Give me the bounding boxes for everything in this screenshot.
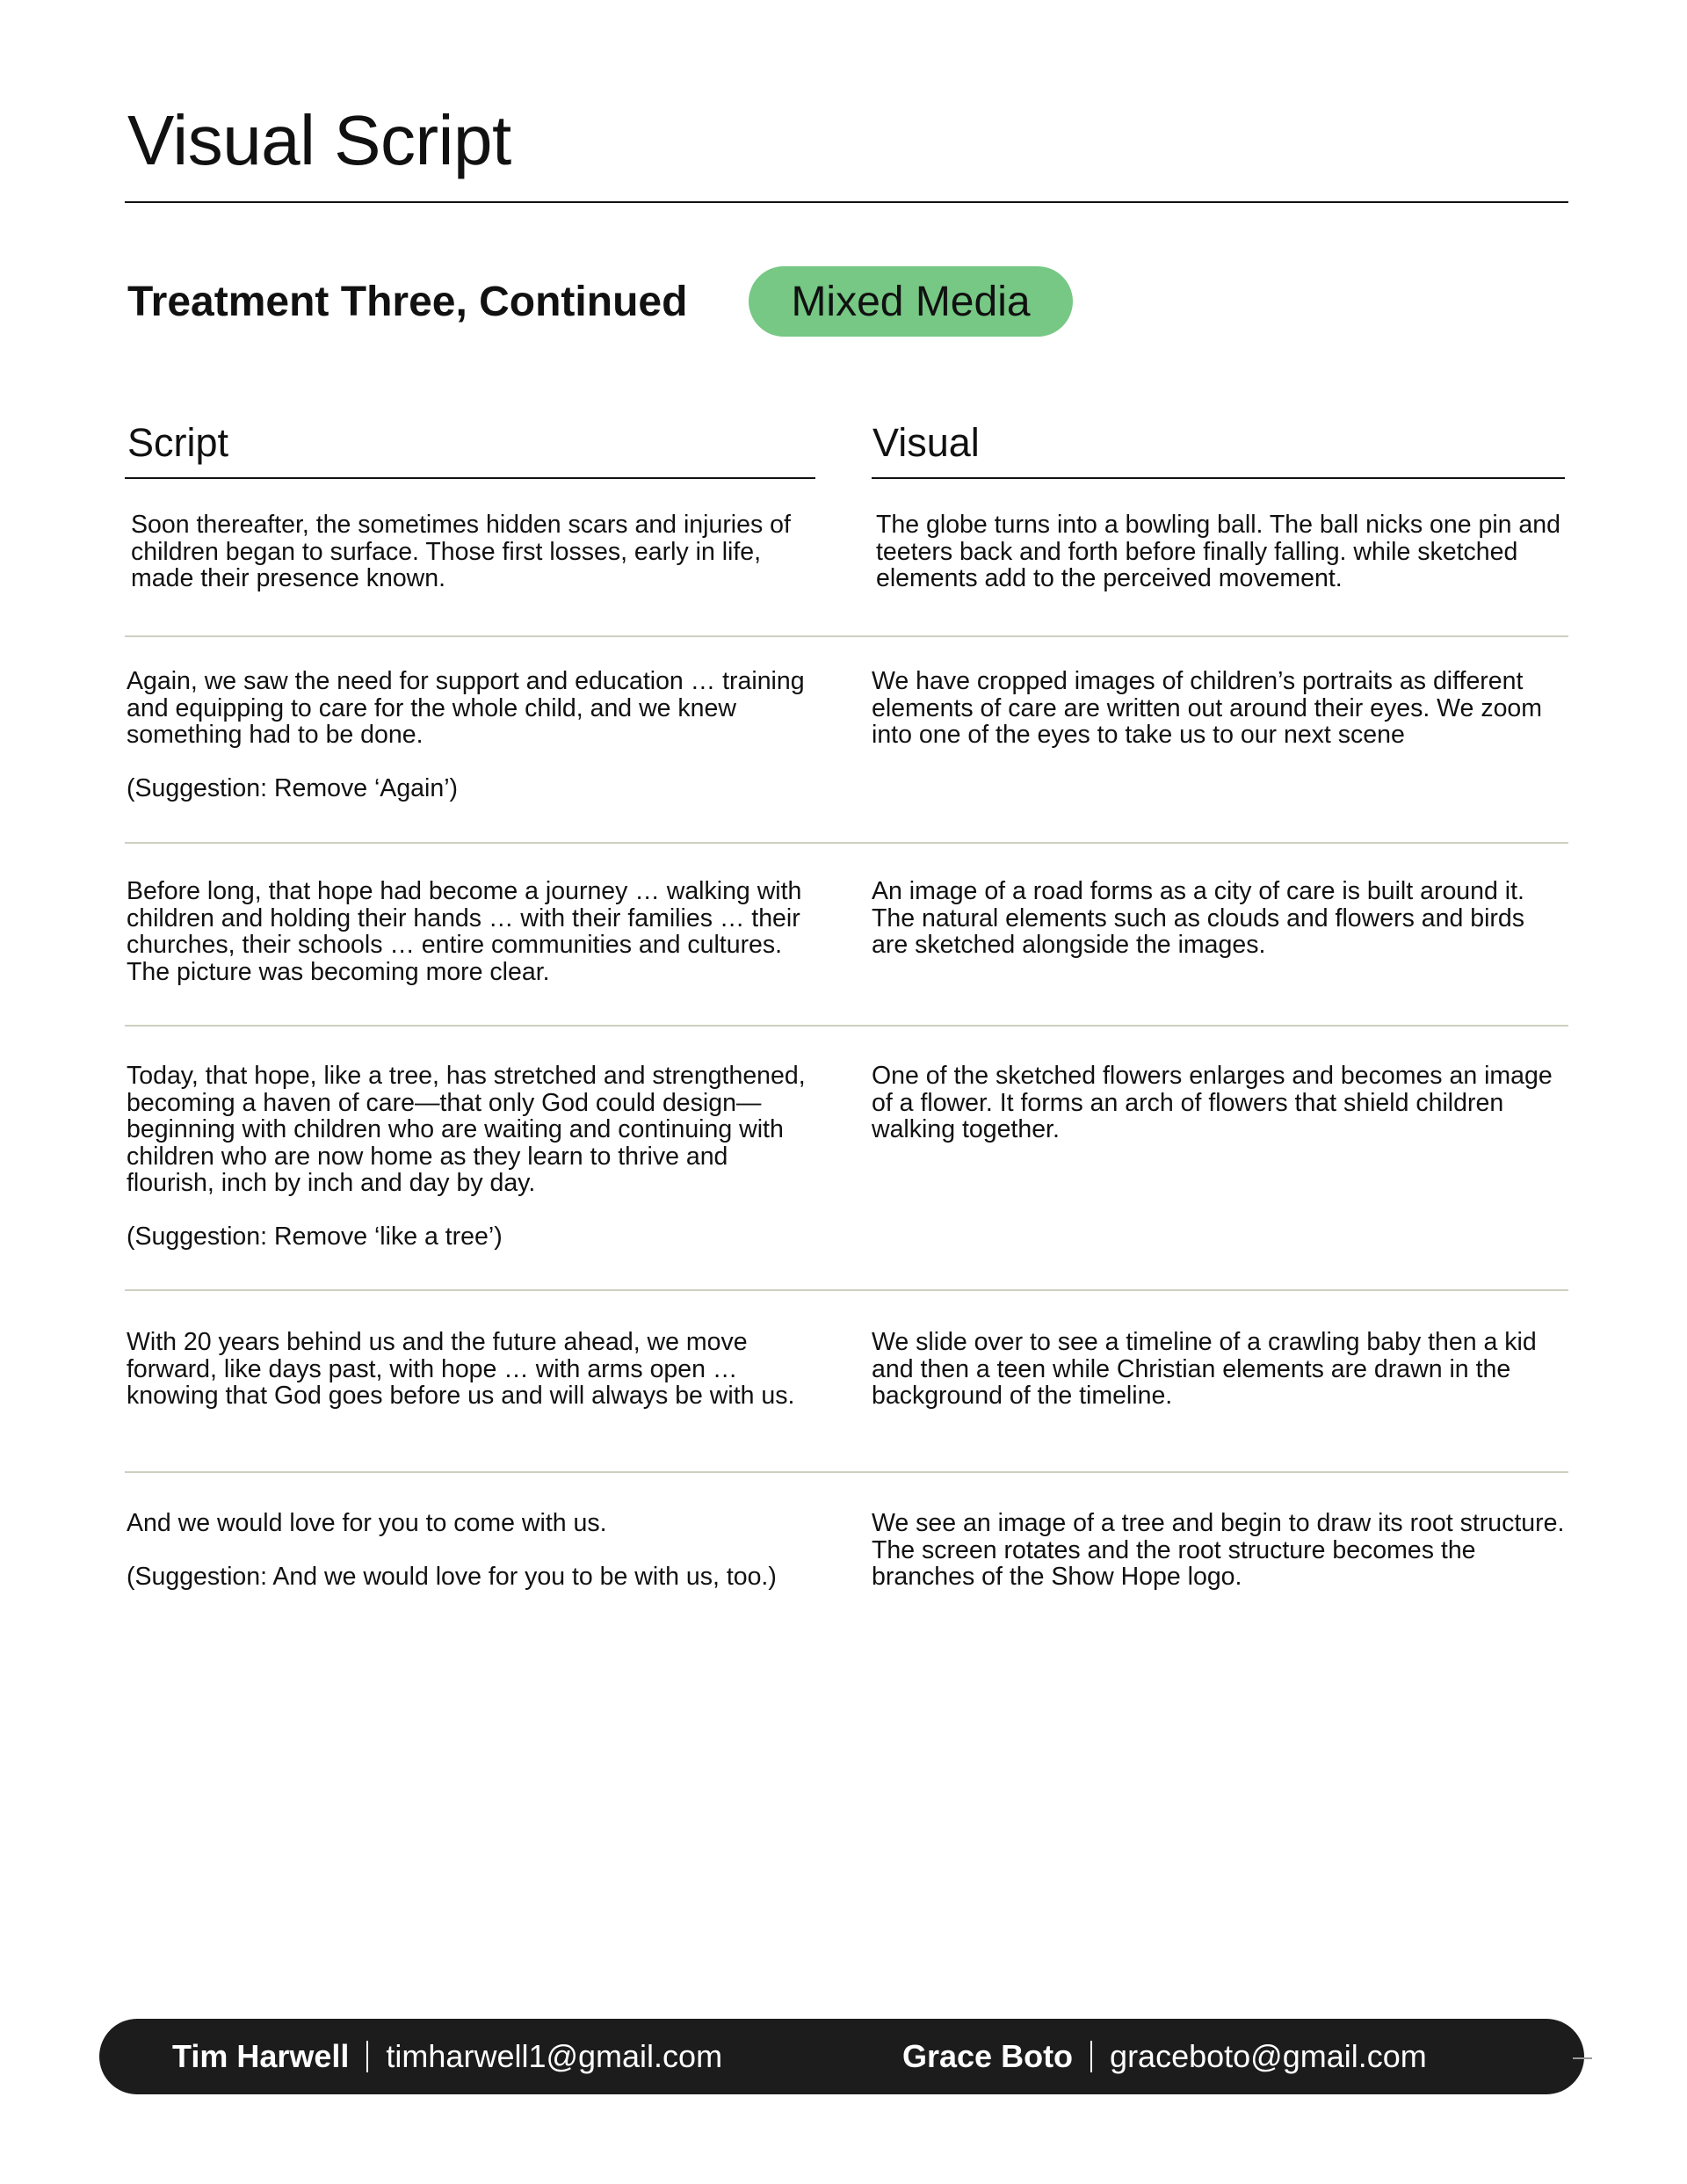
visual-text: The globe turns into a bowling ball. The ball nicks one pin and teeters back and forth before finally falling. while sketched elements add to the perceived movement. [876, 511, 1560, 592]
media-badge: Mixed Media [749, 266, 1073, 337]
row-divider [125, 1289, 1568, 1291]
script-column-heading: Script [127, 420, 229, 465]
script-heading-divider [125, 477, 815, 479]
visual-cell [872, 1329, 1566, 1410]
script-text: Again, we saw the need for support and education … training and equipping to care for the whole child, and we knew something had to be done. [127, 667, 805, 749]
contact-footer [99, 2019, 1584, 2094]
contact-separator [1090, 2041, 1092, 2072]
script-text: Today, that hope, like a tree, has stretched and strengthened, becoming a haven of care—that only God could design—beginning with children who are waiting and continuing with children who are now home as they learn to thrive and flourish, inch by inch and day by day. [127, 1062, 806, 1197]
visual-cell [872, 668, 1566, 749]
row-divider [125, 842, 1568, 844]
contact-separator [366, 2041, 368, 2072]
script-cell [127, 1329, 812, 1410]
visual-text: We have cropped images of children’s portraits as different elements of care are written out around their eyes. We zoom into one of the eyes to take us to our next scene [872, 667, 1543, 749]
visual-cell [872, 1510, 1566, 1591]
visual-cell [872, 1063, 1566, 1143]
treatment-title: Treatment Three, Continued [127, 278, 688, 325]
contact-name: Tim Harwell [172, 2038, 350, 2074]
script-text: Soon thereafter, the sometimes hidden scars and injuries of children began to surface. Those first losses, early in life, made their presence known. [131, 511, 791, 592]
script-cell [127, 1063, 812, 1250]
row-divider [125, 1471, 1568, 1473]
visual-text: One of the sketched flowers enlarges and becomes an image of a flower. It forms an arch of flowers that shield children walking together. [872, 1062, 1553, 1143]
contact-email[interactable]: timharwell1@gmail.com [386, 2038, 723, 2074]
script-cell [127, 668, 812, 802]
contact-grace [902, 2019, 1427, 2094]
suggestion-text: (Suggestion: Remove ‘Again’) [127, 773, 459, 802]
visual-cell [876, 512, 1570, 592]
script-text: And we would love for you to come with us. [127, 1509, 607, 1537]
row-divider [125, 1025, 1568, 1027]
script-cell [127, 1510, 812, 1590]
row-divider [125, 635, 1568, 637]
script-cell [127, 878, 812, 985]
page-title: Visual Script [127, 101, 511, 179]
visual-text: An image of a road forms as a city of care is built around it. The natural elements such as clouds and flowers and birds are sketched alongside the images. [872, 877, 1524, 959]
visual-column-heading: Visual [872, 420, 980, 465]
visual-text: We slide over to see a timeline of a crawling baby then a kid and then a teen while Christian elements are drawn in the background of the timeline. [872, 1328, 1537, 1410]
script-text: Before long, that hope had become a journey … walking with children and holding their hands … with their families … their churches, their schools … entire communities and cultures. The picture was becoming more clear. [127, 877, 802, 986]
suggestion-text: (Suggestion: Remove ‘like a tree’) [127, 1222, 503, 1251]
contact-email[interactable]: graceboto@gmail.com [1110, 2038, 1427, 2074]
script-cell [131, 512, 816, 592]
contact-tim [172, 2019, 722, 2094]
title-divider [125, 201, 1568, 203]
contact-name: Grace Boto [902, 2038, 1074, 2074]
footer-tail-line [1573, 2057, 1592, 2059]
treatment-header [127, 266, 687, 337]
visual-cell [872, 878, 1566, 959]
script-text: With 20 years behind us and the future ahead, we move forward, like days past, with hope … with arms open … knowing that God goes before us and will always be with us. [127, 1328, 795, 1410]
visual-heading-divider [872, 477, 1565, 479]
suggestion-text: (Suggestion: And we would love for you to be with us, too.) [127, 1562, 777, 1591]
visual-text: We see an image of a tree and begin to draw its root structure. The screen rotates and the root structure becomes the branches of the Show Hope logo. [872, 1509, 1565, 1591]
